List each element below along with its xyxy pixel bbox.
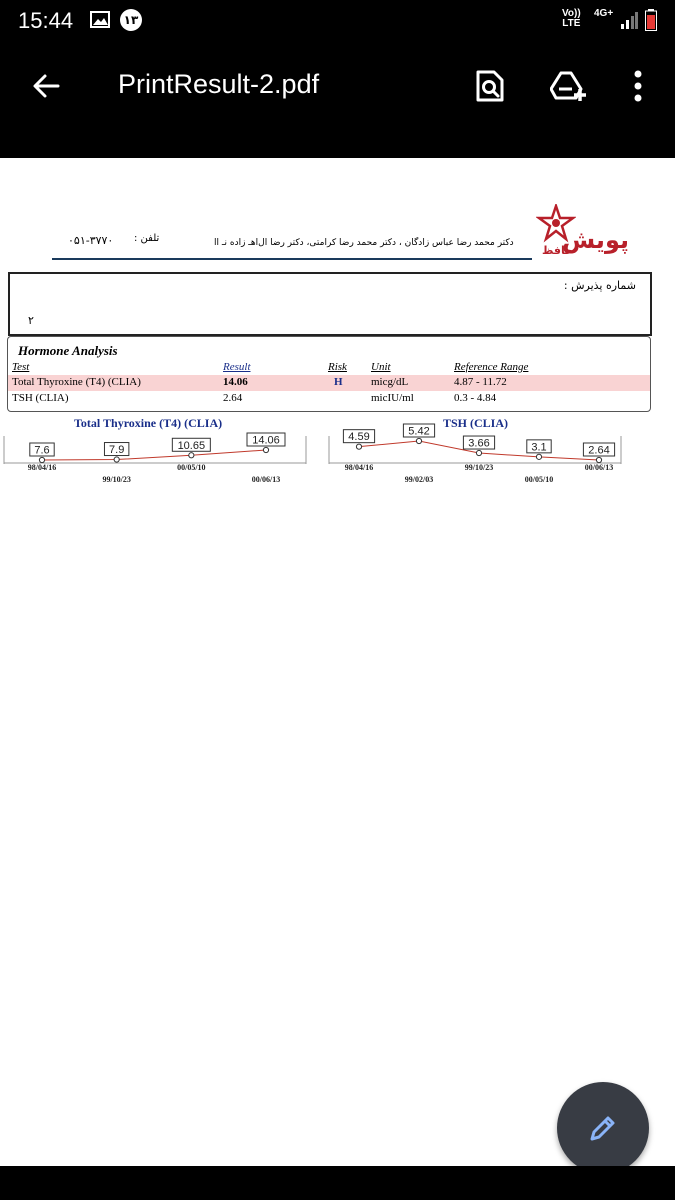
edit-fab-button[interactable] (557, 1082, 649, 1174)
data-label: 5.42 (408, 425, 430, 438)
x-tick-label: 99/10/23 (464, 463, 494, 472)
data-label: 4.59 (348, 431, 370, 444)
t4-trend-chart (0, 416, 320, 488)
column-reference-range: Reference Range (454, 361, 529, 373)
column-test: Test (12, 361, 30, 373)
header-doctors: دکتر محمد رضا عباس زادگان ، دکتر محمد رضا کرامتی، دکتر رضا ال‌اهـ زاده نـ اا (214, 238, 514, 248)
x-tick-label: 99/02/03 (404, 475, 434, 484)
tsh-trend-chart (325, 416, 625, 488)
reception-number-label: شماره پذیرش : (563, 279, 636, 292)
table-row (8, 391, 650, 407)
status-time: 15:44 (18, 8, 74, 33)
data-label: 7.6 (34, 444, 50, 457)
tsh-trend-plot (325, 416, 625, 488)
find-in-document-icon[interactable] (475, 69, 505, 103)
chart-title: Total Thyroxine (T4) (CLIA) (74, 416, 223, 430)
status-bar (0, 0, 675, 42)
cell-test: TSH (CLIA) (12, 392, 69, 404)
hormone-analysis-table (7, 336, 651, 412)
data-point (536, 454, 541, 459)
navigation-bar (0, 1166, 675, 1200)
column-result: Result (223, 361, 251, 373)
cell-result: 14.06 (223, 376, 248, 388)
logo-subtext: حافظ (542, 244, 574, 257)
notification-badge: ۱۳ (120, 9, 142, 31)
data-point (416, 438, 421, 443)
pdf-page (0, 158, 675, 1166)
data-label: 2.64 (588, 444, 610, 457)
data-label: 7.9 (109, 444, 125, 457)
add-to-drive-icon[interactable] (550, 69, 588, 103)
series-line (42, 450, 266, 460)
cell-unit: micg/dL (371, 376, 409, 388)
data-point (476, 450, 481, 455)
x-tick-label: 00/06/13 (251, 475, 281, 484)
x-tick-label: 98/04/16 (344, 463, 374, 472)
network-type: 4G+ (594, 8, 614, 19)
document-title: PrintResult-2.pdf (118, 69, 320, 99)
t4-trend-plot (0, 416, 320, 488)
analysis-heading: Hormone Analysis (18, 343, 118, 358)
patient-info-box (8, 272, 652, 336)
data-label: 3.1 (531, 441, 547, 454)
cell-unit: micIU/ml (371, 392, 414, 404)
cell-result: 2.64 (223, 392, 243, 404)
header-phone-value: ۰۵۱-۳۷۷۰ (68, 234, 114, 247)
data-point (356, 444, 361, 449)
volte-indicator: Vo)) LTE (562, 8, 581, 29)
cell-risk: H (334, 376, 343, 388)
data-label: 14.06 (252, 434, 280, 447)
data-point (39, 457, 44, 462)
cell-range: 4.87 - 11.72 (454, 376, 507, 388)
chart-title: TSH (CLIA) (443, 416, 509, 430)
gallery-icon (90, 11, 110, 28)
cell-test: Total Thyroxine (T4) (CLIA) (12, 376, 141, 388)
x-tick-label: 98/04/16 (27, 463, 57, 472)
x-tick-label: 00/05/10 (524, 475, 554, 484)
column-risk: Risk (328, 361, 347, 373)
data-point (596, 457, 601, 462)
logo-text: پویش (562, 226, 629, 254)
data-label: 10.65 (177, 439, 206, 452)
cell-range: 0.3 - 4.84 (454, 392, 497, 404)
signal-icon (620, 12, 638, 29)
data-point (114, 457, 119, 462)
more-vert-icon[interactable] (633, 69, 643, 103)
lab-logo (536, 204, 630, 262)
data-point (263, 447, 268, 452)
header-rule (52, 258, 532, 260)
table-row (8, 375, 650, 391)
data-point (189, 453, 194, 458)
patient-number: ۲ (28, 314, 34, 327)
column-unit: Unit (371, 361, 391, 373)
back-arrow-icon[interactable] (32, 72, 60, 100)
edit-pencil-icon (587, 1112, 619, 1144)
data-label: 3.66 (468, 437, 490, 450)
x-tick-label: 00/05/10 (177, 463, 206, 472)
header-phone-label: تلفن : (134, 233, 160, 244)
x-tick-label: 00/06/13 (584, 463, 614, 472)
app-bar (0, 42, 675, 158)
battery-icon (645, 9, 657, 31)
x-tick-label: 99/10/23 (102, 475, 131, 484)
